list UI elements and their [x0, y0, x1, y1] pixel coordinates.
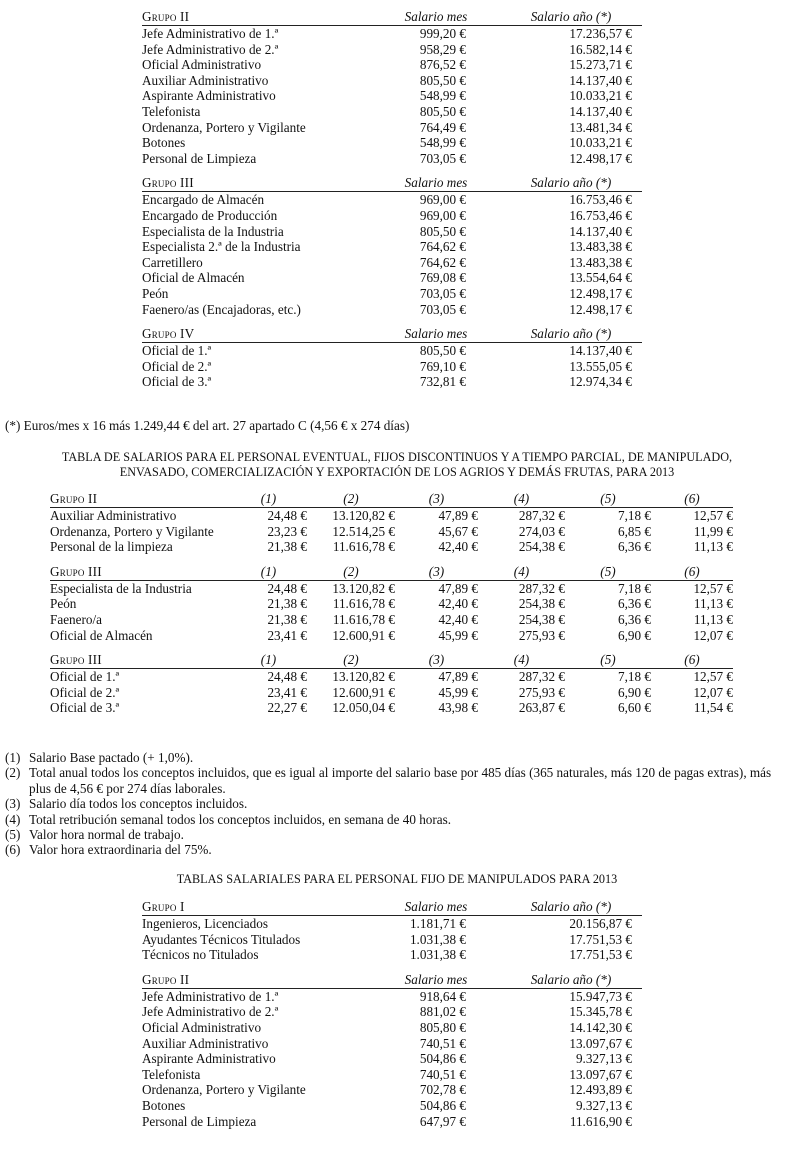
value-col-2: 11.616,78 €	[332, 539, 395, 555]
annual-salary: 15.345,78 €	[569, 1004, 632, 1020]
section-gap	[50, 555, 733, 563]
value-col-1: 24,48 €	[267, 580, 307, 596]
category-label: Oficial de 2.ª	[142, 358, 212, 374]
monthly-salary: 1.181,71 €	[409, 916, 466, 931]
group-name: Grupo II	[142, 8, 372, 26]
eventual-table-title	[0, 450, 794, 480]
group-header-row	[142, 8, 642, 26]
value-col-2: 13.120,82 €	[332, 669, 395, 685]
footnote-text: Total anual todos los conceptos incluidos, que es igual al importe del salario base por 485 días (365 naturales, más 120 de pagas extras), más plus de 4,56 € por 274 días laborales.	[29, 765, 772, 796]
annual-salary: 12.498,17 €	[569, 150, 632, 166]
table-row	[142, 26, 642, 42]
value-col-5: 7,18 €	[618, 580, 651, 596]
value-col-2: 12.514,25 €	[332, 523, 395, 539]
table-row	[142, 57, 642, 73]
category-label: Encargado de Almacén	[142, 192, 265, 208]
footnote-item	[5, 765, 789, 796]
table-row	[142, 120, 642, 136]
table-row	[50, 596, 733, 612]
category-label: Faenero/as (Encajadoras, etc.)	[142, 301, 301, 317]
annual-salary: 17.751,53 €	[569, 931, 632, 947]
value-col-2: 13.120,82 €	[332, 580, 395, 596]
category-label: Personal de Limpieza	[142, 1113, 257, 1129]
footnote-number: (4)	[5, 811, 21, 827]
value-col-1: 21,38 €	[267, 611, 307, 627]
category-label: Auxiliar Administrativo	[142, 1035, 269, 1051]
footnote-text: Salario Base pactado (+ 1,0%).	[29, 750, 194, 765]
col-header-2: (2)	[307, 563, 395, 581]
value-col-2: 11.616,78 €	[332, 611, 395, 627]
category-label: Especialista de la Industria	[142, 223, 284, 239]
col-header-3: (3)	[395, 490, 478, 508]
category-label: Auxiliar Administrativo	[142, 72, 269, 88]
value-col-3: 45,99 €	[438, 684, 478, 700]
annual-salary: 14.137,40 €	[569, 223, 632, 239]
footnote-item	[5, 842, 789, 857]
value-col-5: 6,90 €	[618, 684, 651, 700]
section-gap	[142, 317, 642, 325]
value-col-1: 24,48 €	[267, 669, 307, 685]
monthly-salary: 732,81 €	[419, 374, 466, 390]
table-row	[50, 612, 733, 628]
table-row	[142, 255, 642, 271]
value-col-3: 42,40 €	[438, 596, 478, 612]
col-header-1: (1)	[230, 490, 307, 508]
value-col-3: 47,89 €	[438, 580, 478, 596]
salary-table-fijo-2013	[142, 898, 642, 1129]
annual-salary: 13.097,67 €	[569, 1035, 632, 1051]
monthly-salary: 958,29 €	[419, 41, 466, 57]
monthly-salary: 764,49 €	[419, 119, 466, 135]
table-row	[142, 343, 642, 359]
col-header-5: (5)	[565, 651, 651, 669]
annual-salary: 14.142,30 €	[569, 1019, 632, 1035]
category-label: Oficial de Almacén	[50, 627, 153, 643]
col-header-1: (1)	[230, 651, 307, 669]
value-col-4: 287,32 €	[518, 508, 565, 523]
annual-salary: 14.137,40 €	[569, 72, 632, 88]
value-col-2: 11.616,78 €	[332, 596, 395, 612]
category-label: Peón	[142, 285, 169, 301]
annual-salary: 12.498,17 €	[569, 285, 632, 301]
monthly-salary: 764,62 €	[419, 239, 466, 255]
category-label: Oficial Administrativo	[142, 57, 262, 73]
monthly-salary: 703,05 €	[419, 301, 466, 317]
category-label: Botones	[142, 135, 186, 151]
monthly-salary: 969,00 €	[419, 192, 466, 208]
monthly-salary: 703,05 €	[419, 285, 466, 301]
annual-salary: 9.327,13 €	[575, 1097, 632, 1113]
group-name: Grupo III	[50, 563, 230, 581]
category-label: Aspirante Administrativo	[142, 1051, 276, 1067]
value-col-5: 6,60 €	[618, 700, 651, 716]
category-label: Especialista de la Industria	[50, 580, 192, 596]
footnote-number: (2)	[5, 765, 21, 781]
group-header-row	[50, 651, 733, 669]
monthly-salary: 1.031,38 €	[409, 947, 466, 963]
eventual-title-line2: ENVASADO, COMERCIALIZACIÓN Y EXPORTACIÓN DE LOS AGRIOS Y DEMÁS FRUTAS, PARA 2013	[119, 465, 675, 479]
value-col-1: 21,38 €	[267, 596, 307, 612]
category-label: Jefe Administrativo de 2.ª	[142, 41, 279, 57]
value-col-4: 254,38 €	[518, 611, 565, 627]
section-gap	[142, 166, 642, 174]
annual-salary: 14.137,40 €	[569, 103, 632, 119]
col-header-6: (6)	[651, 490, 733, 508]
group-header-row	[142, 898, 642, 916]
table-row	[142, 1036, 642, 1052]
table-row	[142, 1051, 642, 1067]
table-row	[142, 302, 642, 318]
value-col-1: 21,38 €	[267, 539, 307, 555]
value-col-3: 43,98 €	[438, 700, 478, 716]
value-col-3: 42,40 €	[438, 539, 478, 555]
table-row	[142, 192, 642, 208]
table-row	[142, 1020, 642, 1036]
category-label: Auxiliar Administrativo	[50, 508, 177, 523]
monthly-salary: 504,86 €	[419, 1097, 466, 1113]
footnote-number: (5)	[5, 827, 21, 843]
table-row	[142, 359, 642, 375]
value-col-6: 11,99 €	[693, 523, 733, 539]
value-col-4: 287,32 €	[518, 669, 565, 685]
section-gap	[50, 643, 733, 651]
annual-salary: 16.582,14 €	[569, 41, 632, 57]
footnote-text: Salario día todos los conceptos incluidos.	[29, 796, 248, 812]
value-col-3: 47,89 €	[438, 669, 478, 685]
table-row	[142, 988, 642, 1004]
category-label: Oficial de 3.ª	[50, 700, 120, 716]
category-label: Telefonista	[142, 1066, 201, 1082]
annual-salary: 12.493,89 €	[569, 1082, 632, 1098]
salary-table-eventual	[50, 490, 733, 716]
group-name: Grupo III	[50, 651, 230, 669]
table-row	[50, 580, 733, 596]
col-header-salario-mes: Salario mes	[372, 174, 500, 192]
value-col-1: 24,48 €	[267, 508, 307, 523]
col-header-2: (2)	[307, 651, 395, 669]
value-col-4: 254,38 €	[518, 596, 565, 612]
value-col-6: 11,13 €	[693, 539, 733, 555]
monthly-salary: 740,51 €	[419, 1035, 466, 1051]
fijo-2013-title: TABLAS SALARIALES PARA EL PERSONAL FIJO DE MANIPULADOS PARA 2013	[176, 872, 618, 886]
annual-salary: 12.498,17 €	[569, 301, 632, 317]
eventual-footnotes	[5, 750, 789, 858]
value-col-2: 12.600,91 €	[332, 627, 395, 643]
footnote-text: Total retribución semanal todos los conceptos incluidos, en semana de 40 horas.	[29, 811, 452, 827]
monthly-salary: 504,86 €	[419, 1051, 466, 1067]
monthly-salary: 548,99 €	[419, 135, 466, 151]
category-label: Jefe Administrativo de 1.ª	[142, 26, 279, 41]
col-header-3: (3)	[395, 563, 478, 581]
value-col-6: 11,13 €	[693, 611, 733, 627]
value-col-4: 263,87 €	[518, 700, 565, 716]
value-col-4: 275,93 €	[518, 627, 565, 643]
category-label: Ordenanza, Portero y Vigilante	[50, 523, 214, 539]
group-header-row	[50, 563, 733, 581]
table-row	[142, 73, 642, 89]
group-name: Grupo I	[142, 898, 372, 916]
monthly-salary: 769,08 €	[419, 270, 466, 286]
value-col-1: 23,23 €	[267, 523, 307, 539]
value-col-2: 12.050,04 €	[332, 700, 395, 716]
monthly-salary: 702,78 €	[419, 1082, 466, 1098]
group-header-row	[142, 325, 642, 343]
monthly-salary: 805,50 €	[419, 343, 466, 359]
value-col-4: 274,03 €	[518, 523, 565, 539]
annual-salary: 10.033,21 €	[569, 135, 632, 151]
table-row	[142, 88, 642, 104]
value-col-5: 6,36 €	[618, 539, 651, 555]
annual-salary: 17.236,57 €	[569, 26, 632, 41]
value-col-1: 22,27 €	[267, 700, 307, 716]
table-row	[142, 916, 642, 932]
category-label: Oficial de 1.ª	[50, 669, 120, 685]
monthly-salary: 764,62 €	[419, 254, 466, 270]
value-col-4: 275,93 €	[518, 684, 565, 700]
footnote-number: (1)	[5, 750, 21, 765]
col-header-salario-ano: Salario año (*)	[500, 898, 642, 916]
table-row	[50, 685, 733, 701]
monthly-salary: 969,00 €	[419, 207, 466, 223]
category-label: Botones	[142, 1097, 186, 1113]
value-col-3: 42,40 €	[438, 611, 478, 627]
col-header-6: (6)	[651, 563, 733, 581]
annual-salary: 13.483,38 €	[569, 254, 632, 270]
value-col-5: 6,36 €	[618, 611, 651, 627]
group-header-row	[50, 490, 733, 508]
annual-salary: 14.137,40 €	[569, 343, 632, 359]
category-label: Especialista 2.ª de la Industria	[142, 239, 301, 255]
table-row	[142, 1004, 642, 1020]
value-col-6: 12,57 €	[693, 580, 733, 596]
col-header-5: (5)	[565, 490, 651, 508]
category-label: Oficial de 2.ª	[50, 684, 120, 700]
table-row	[142, 1067, 642, 1083]
annual-salary: 17.751,53 €	[569, 947, 632, 963]
annual-salary: 9.327,13 €	[575, 1051, 632, 1067]
col-header-salario-ano: Salario año (*)	[500, 174, 642, 192]
table-row	[142, 135, 642, 151]
table-row	[142, 1114, 642, 1130]
monthly-salary: 1.031,38 €	[409, 931, 466, 947]
value-col-5: 6,85 €	[618, 523, 651, 539]
col-header-salario-ano: Salario año (*)	[500, 8, 642, 26]
value-col-3: 45,99 €	[438, 627, 478, 643]
table-row	[142, 947, 642, 963]
category-label: Personal de Limpieza	[142, 150, 257, 166]
monthly-salary: 805,50 €	[419, 223, 466, 239]
category-label: Telefonista	[142, 103, 201, 119]
annual-salary: 10.033,21 €	[569, 88, 632, 104]
table-row	[142, 104, 642, 120]
annual-salary: 13.481,34 €	[569, 119, 632, 135]
category-label: Ingenieros, Licenciados	[142, 916, 268, 931]
group-header-row	[142, 174, 642, 192]
group-name: Grupo II	[50, 490, 230, 508]
category-label: Peón	[50, 596, 77, 612]
value-col-1: 23,41 €	[267, 684, 307, 700]
monthly-salary: 918,64 €	[419, 988, 466, 1004]
group-name: Grupo IV	[142, 325, 372, 343]
value-col-1: 23,41 €	[267, 627, 307, 643]
monthly-salary: 805,50 €	[419, 72, 466, 88]
monthly-salary: 769,10 €	[419, 358, 466, 374]
category-label: Oficial de 1.ª	[142, 343, 212, 359]
value-col-4: 287,32 €	[518, 580, 565, 596]
footnote-item	[5, 827, 789, 842]
annual-salary: 20.156,87 €	[569, 916, 632, 931]
monthly-salary: 999,20 €	[419, 26, 466, 41]
table-row	[142, 239, 642, 255]
monthly-salary: 647,97 €	[419, 1113, 466, 1129]
monthly-salary: 805,80 €	[419, 1019, 466, 1035]
value-col-6: 12,07 €	[693, 684, 733, 700]
col-header-3: (3)	[395, 651, 478, 669]
annual-salary: 15.947,73 €	[569, 988, 632, 1004]
category-label: Oficial de 3.ª	[142, 374, 212, 390]
value-col-3: 47,89 €	[438, 508, 478, 523]
table-row	[50, 628, 733, 644]
table-row	[142, 208, 642, 224]
footnote-asterisk: (*) Euros/mes x 16 más 1.249,44 € del art. 27 apartado C (4,56 € x 274 días)	[5, 418, 410, 433]
table-row	[142, 270, 642, 286]
col-header-salario-mes: Salario mes	[372, 325, 500, 343]
footnote-text: Valor hora normal de trabajo.	[29, 827, 184, 843]
footnote-number: (3)	[5, 796, 21, 812]
monthly-salary: 805,50 €	[419, 103, 466, 119]
annual-salary: 15.273,71 €	[569, 57, 632, 73]
monthly-salary: 740,51 €	[419, 1066, 466, 1082]
monthly-salary: 881,02 €	[419, 1004, 466, 1020]
table-row	[142, 1082, 642, 1098]
value-col-4: 254,38 €	[518, 539, 565, 555]
annual-salary: 13.555,05 €	[569, 358, 632, 374]
monthly-salary: 548,99 €	[419, 88, 466, 104]
footnote-item	[5, 812, 789, 827]
monthly-salary: 703,05 €	[419, 150, 466, 166]
category-label: Jefe Administrativo de 2.ª	[142, 1004, 279, 1020]
category-label: Ayudantes Técnicos Titulados	[142, 931, 301, 947]
table-row	[142, 932, 642, 948]
annual-salary: 13.483,38 €	[569, 239, 632, 255]
value-col-6: 12,07 €	[693, 627, 733, 643]
footnote-item	[5, 750, 789, 765]
group-name: Grupo III	[142, 174, 372, 192]
value-col-5: 7,18 €	[618, 508, 651, 523]
annual-salary: 13.554,64 €	[569, 270, 632, 286]
col-header-4: (4)	[478, 651, 565, 669]
category-label: Técnicos no Titulados	[142, 947, 259, 963]
category-label: Oficial de Almacén	[142, 270, 245, 286]
value-col-5: 7,18 €	[618, 669, 651, 685]
value-col-3: 45,67 €	[438, 523, 478, 539]
category-label: Encargado de Producción	[142, 207, 278, 223]
table-row	[50, 539, 733, 555]
value-col-6: 11,13 €	[693, 596, 733, 612]
category-label: Ordenanza, Portero y Vigilante	[142, 119, 306, 135]
value-col-5: 6,90 €	[618, 627, 651, 643]
table-row	[50, 700, 733, 716]
table-row	[142, 374, 642, 390]
col-header-2: (2)	[307, 490, 395, 508]
footnote-text: Valor hora extraordinaria del 75%.	[29, 842, 212, 858]
table-row	[142, 1098, 642, 1114]
category-label: Aspirante Administrativo	[142, 88, 276, 104]
value-col-2: 12.600,91 €	[332, 684, 395, 700]
table-row	[142, 151, 642, 167]
col-header-4: (4)	[478, 490, 565, 508]
value-col-6: 12,57 €	[693, 669, 733, 685]
footnote-item	[5, 796, 789, 811]
eventual-title-line1: TABLA DE SALARIOS PARA EL PERSONAL EVENTUAL, FIJOS DISCONTINUOS Y A TIEMPO PARCIAL, DE MANIPULADO,	[61, 450, 733, 464]
salary-table-fijo-2012	[142, 8, 642, 390]
table-row	[50, 524, 733, 540]
category-label: Oficial Administrativo	[142, 1019, 262, 1035]
annual-salary: 12.974,34 €	[569, 374, 632, 390]
col-header-salario-ano: Salario año (*)	[500, 971, 642, 989]
table-row	[50, 508, 733, 524]
value-col-6: 12,57 €	[693, 508, 733, 523]
table-row	[142, 42, 642, 58]
table-row	[50, 669, 733, 685]
category-label: Carretillero	[142, 254, 203, 270]
table-row	[142, 286, 642, 302]
col-header-salario-mes: Salario mes	[372, 971, 500, 989]
col-header-4: (4)	[478, 563, 565, 581]
annual-salary: 16.753,46 €	[569, 207, 632, 223]
group-name: Grupo II	[142, 971, 372, 989]
value-col-2: 13.120,82 €	[332, 508, 395, 523]
col-header-salario-ano: Salario año (*)	[500, 325, 642, 343]
annual-salary: 11.616,90 €	[569, 1113, 632, 1129]
category-label: Jefe Administrativo de 1.ª	[142, 988, 279, 1004]
annual-salary: 13.097,67 €	[569, 1066, 632, 1082]
category-label: Ordenanza, Portero y Vigilante	[142, 1082, 306, 1098]
col-header-salario-mes: Salario mes	[372, 898, 500, 916]
col-header-1: (1)	[230, 563, 307, 581]
group-header-row	[142, 971, 642, 989]
value-col-5: 6,36 €	[618, 596, 651, 612]
value-col-6: 11,54 €	[693, 700, 733, 716]
annual-salary: 16.753,46 €	[569, 192, 632, 208]
footnote-number: (6)	[5, 842, 21, 858]
monthly-salary: 876,52 €	[419, 57, 466, 73]
col-header-salario-mes: Salario mes	[372, 8, 500, 26]
table-row	[142, 224, 642, 240]
col-header-6: (6)	[651, 651, 733, 669]
category-label: Personal de la limpieza	[50, 539, 173, 555]
section-gap	[142, 963, 642, 971]
col-header-5: (5)	[565, 563, 651, 581]
category-label: Faenero/a	[50, 611, 102, 627]
